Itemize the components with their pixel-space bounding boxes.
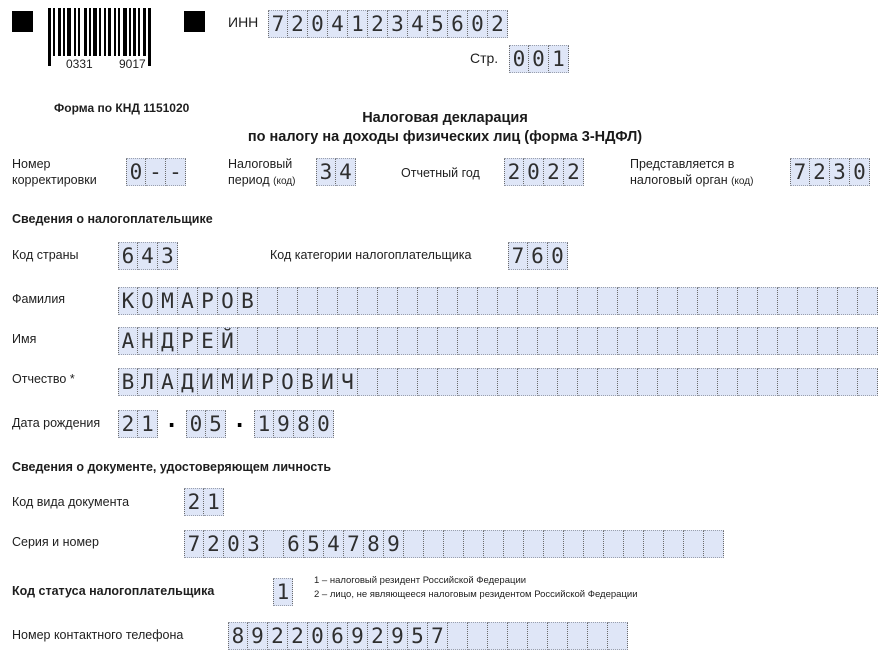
char-cell: 2 [810, 158, 830, 186]
char-cell: 4 [138, 242, 158, 270]
char-cell [378, 327, 398, 355]
char-cell: 2 [368, 622, 388, 650]
char-cell [424, 530, 444, 558]
char-cell: О [278, 368, 298, 396]
char-cell [418, 287, 438, 315]
char-cell: А [118, 327, 138, 355]
char-cell: 4 [336, 158, 356, 186]
char-cell: 2 [544, 158, 564, 186]
char-cell [664, 530, 684, 558]
char-cell [278, 287, 298, 315]
barcode-number-left: 0331 [66, 57, 93, 71]
char-cell [378, 368, 398, 396]
char-cell: 2 [288, 10, 308, 38]
char-cell [718, 368, 738, 396]
char-cell: - [146, 158, 166, 186]
birth-date-separator-2: . [233, 408, 247, 433]
char-cell [658, 327, 678, 355]
document-series-field[interactable] [184, 530, 724, 558]
char-cell: 3 [158, 242, 178, 270]
char-cell: 0 [126, 158, 146, 186]
char-cell: 2 [184, 488, 204, 516]
char-cell [624, 530, 644, 558]
char-cell [698, 287, 718, 315]
char-cell [398, 287, 418, 315]
char-cell [444, 530, 464, 558]
char-cell [678, 327, 698, 355]
page-number-field[interactable] [509, 45, 569, 73]
surname-field[interactable] [118, 287, 878, 315]
char-cell: Н [138, 327, 158, 355]
char-cell [318, 327, 338, 355]
char-cell: 0 [468, 10, 488, 38]
form-code-label: Форма по КНД 1151020 [54, 101, 190, 115]
char-cell: 6 [118, 242, 138, 270]
inn-label: ИНН [228, 14, 259, 30]
tax-period-label-line1: Налоговый [228, 157, 293, 171]
char-cell [698, 327, 718, 355]
char-cell: 4 [328, 10, 348, 38]
char-cell [778, 287, 798, 315]
char-cell [658, 368, 678, 396]
char-cell [484, 530, 504, 558]
report-year-field[interactable] [504, 158, 584, 186]
char-cell: В [238, 287, 258, 315]
char-cell: К [118, 287, 138, 315]
char-cell: 2 [488, 10, 508, 38]
char-cell [264, 530, 284, 558]
char-cell: 9 [248, 622, 268, 650]
char-cell [838, 287, 858, 315]
char-cell [678, 287, 698, 315]
char-cell [458, 287, 478, 315]
char-cell [448, 622, 468, 650]
char-cell [298, 287, 318, 315]
char-cell [698, 368, 718, 396]
char-cell [858, 287, 878, 315]
char-cell [498, 327, 518, 355]
char-cell [738, 287, 758, 315]
char-cell [558, 368, 578, 396]
char-cell: 2 [504, 158, 524, 186]
char-cell: 1 [204, 488, 224, 516]
char-cell: Р [258, 368, 278, 396]
char-cell [238, 327, 258, 355]
char-cell [508, 622, 528, 650]
char-cell: 4 [324, 530, 344, 558]
country-code-label: Код страны [12, 248, 79, 262]
char-cell [838, 368, 858, 396]
char-cell [818, 287, 838, 315]
taxpayer-category-label: Код категории налогоплательщика [270, 248, 472, 262]
char-cell: М [158, 287, 178, 315]
char-cell: 2 [564, 158, 584, 186]
char-cell [818, 327, 838, 355]
tax-period-label [228, 156, 295, 190]
char-cell: 7 [790, 158, 810, 186]
char-cell [488, 622, 508, 650]
char-cell: 0 [548, 242, 568, 270]
char-cell: 8 [364, 530, 384, 558]
char-cell: 7 [268, 10, 288, 38]
char-cell: 1 [254, 410, 274, 438]
char-cell: 6 [328, 622, 348, 650]
registration-mark-left [12, 11, 33, 32]
name-label: Имя [12, 332, 37, 346]
report-year-label: Отчетный год [401, 166, 480, 180]
correction-number-field[interactable] [126, 158, 186, 186]
patronymic-label: Отчество * [12, 372, 75, 386]
char-cell: Р [198, 287, 218, 315]
char-cell [358, 368, 378, 396]
char-cell [798, 368, 818, 396]
char-cell: 3 [388, 10, 408, 38]
barcode [48, 8, 151, 56]
document-type-label: Код вида документа [12, 495, 130, 509]
char-cell [438, 368, 458, 396]
char-cell: 1 [348, 10, 368, 38]
char-cell [858, 368, 878, 396]
taxpayer-section-title: Сведения о налогоплательщике [12, 212, 213, 226]
char-cell: 3 [830, 158, 850, 186]
char-cell: 0 [308, 10, 328, 38]
char-cell: О [138, 287, 158, 315]
char-cell [278, 327, 298, 355]
char-cell [458, 327, 478, 355]
char-cell [718, 327, 738, 355]
char-cell: Е [198, 327, 218, 355]
char-cell [538, 368, 558, 396]
char-cell: 5 [428, 10, 448, 38]
char-cell: 1 [138, 410, 158, 438]
char-cell [418, 368, 438, 396]
status-note-2: 2 – лицо, не являющееся налоговым резидентом Российской Федерации [314, 589, 638, 600]
char-cell [704, 530, 724, 558]
char-cell [758, 287, 778, 315]
char-cell [518, 368, 538, 396]
char-cell [378, 287, 398, 315]
char-cell [524, 530, 544, 558]
inn-field[interactable] [268, 10, 508, 38]
char-cell: 6 [528, 242, 548, 270]
char-cell: 6 [284, 530, 304, 558]
page-label: Стр. [470, 50, 499, 66]
document-title: Налоговая декларация [362, 110, 528, 126]
char-cell: - [166, 158, 186, 186]
taxpayer-status-label: Код статуса налогоплательщика [12, 584, 215, 598]
char-cell: 9 [384, 530, 404, 558]
taxpayer-status-field[interactable] [273, 578, 293, 606]
char-cell: 7 [344, 530, 364, 558]
country-code-field[interactable] [118, 242, 178, 270]
char-cell [598, 327, 618, 355]
char-cell [588, 622, 608, 650]
char-cell [258, 327, 278, 355]
char-cell [318, 287, 338, 315]
tax-period-code-hint: (код) [273, 176, 296, 187]
char-cell [568, 622, 588, 650]
char-cell: В [118, 368, 138, 396]
char-cell [464, 530, 484, 558]
char-cell [518, 327, 538, 355]
tax-authority-field[interactable] [790, 158, 870, 186]
registration-mark-right [184, 11, 205, 32]
char-cell [684, 530, 704, 558]
char-cell [608, 622, 628, 650]
char-cell: 0 [850, 158, 870, 186]
char-cell [578, 287, 598, 315]
char-cell: И [238, 368, 258, 396]
char-cell [558, 327, 578, 355]
char-cell [738, 327, 758, 355]
birth-month-field[interactable] [186, 410, 226, 438]
tax-period-label-line2: период [228, 173, 270, 187]
char-cell: Д [158, 327, 178, 355]
char-cell [438, 327, 458, 355]
correction-label-line1: Номер [12, 157, 51, 171]
char-cell [638, 287, 658, 315]
char-cell: 2 [368, 10, 388, 38]
char-cell: Р [178, 327, 198, 355]
char-cell [438, 287, 458, 315]
document-section-title: Сведения о документе, удостоверяющем личность [12, 460, 332, 474]
char-cell [528, 622, 548, 650]
char-cell [398, 327, 418, 355]
char-cell [578, 368, 598, 396]
document-type-field[interactable] [184, 488, 224, 516]
char-cell: 0 [308, 622, 328, 650]
char-cell: В [298, 368, 318, 396]
tax-authority-label-line2: налоговый орган [630, 173, 728, 187]
char-cell [258, 287, 278, 315]
char-cell: 0 [529, 45, 549, 73]
char-cell [418, 327, 438, 355]
char-cell [558, 287, 578, 315]
birth-day-field[interactable] [118, 410, 158, 438]
char-cell: 5 [304, 530, 324, 558]
char-cell [358, 287, 378, 315]
tax-authority-code-hint: (код) [731, 176, 754, 187]
char-cell [538, 287, 558, 315]
char-cell: О [218, 287, 238, 315]
char-cell [298, 327, 318, 355]
char-cell: 0 [524, 158, 544, 186]
surname-label: Фамилия [12, 292, 66, 306]
char-cell [604, 530, 624, 558]
char-cell [538, 327, 558, 355]
char-cell [638, 368, 658, 396]
char-cell: 1 [549, 45, 569, 73]
char-cell: 1 [273, 578, 293, 606]
char-cell: 8 [228, 622, 248, 650]
char-cell [498, 368, 518, 396]
char-cell [544, 530, 564, 558]
char-cell [618, 287, 638, 315]
char-cell [644, 530, 664, 558]
char-cell [838, 327, 858, 355]
char-cell [718, 287, 738, 315]
char-cell: 3 [244, 530, 264, 558]
char-cell [548, 622, 568, 650]
birth-date-label: Дата рождения [12, 416, 101, 430]
char-cell: 9 [388, 622, 408, 650]
char-cell [858, 327, 878, 355]
char-cell [638, 327, 658, 355]
char-cell: 7 [184, 530, 204, 558]
tax-authority-label [630, 156, 753, 190]
char-cell [478, 327, 498, 355]
barcode-number-right: 9017 [119, 57, 146, 71]
correction-label [12, 156, 97, 188]
char-cell: 9 [348, 622, 368, 650]
correction-label-line2: корректировки [12, 173, 97, 187]
document-subtitle: по налогу на доходы физических лиц (форма 3-НДФЛ) [247, 129, 643, 145]
char-cell: 5 [206, 410, 226, 438]
char-cell [798, 327, 818, 355]
status-note-1: 1 – налоговый резидент Российской Федерации [314, 575, 527, 586]
char-cell [458, 368, 478, 396]
char-cell [498, 287, 518, 315]
char-cell [518, 287, 538, 315]
char-cell [358, 327, 378, 355]
char-cell [798, 287, 818, 315]
char-cell [564, 530, 584, 558]
char-cell [618, 368, 638, 396]
char-cell: 0 [509, 45, 529, 73]
phone-field[interactable] [228, 622, 628, 650]
char-cell [758, 368, 778, 396]
char-cell: 2 [118, 410, 138, 438]
tax-period-field[interactable] [316, 158, 356, 186]
char-cell [658, 287, 678, 315]
char-cell: Й [218, 327, 238, 355]
char-cell: 8 [294, 410, 314, 438]
char-cell: 2 [204, 530, 224, 558]
char-cell: 6 [448, 10, 468, 38]
char-cell [338, 327, 358, 355]
char-cell [468, 622, 488, 650]
char-cell: 0 [314, 410, 334, 438]
char-cell [598, 368, 618, 396]
birth-year-field[interactable] [254, 410, 334, 438]
document-series-label: Серия и номер [12, 535, 99, 549]
char-cell [818, 368, 838, 396]
char-cell: Ч [338, 368, 358, 396]
char-cell [618, 327, 638, 355]
char-cell [678, 368, 698, 396]
char-cell: 2 [288, 622, 308, 650]
char-cell: Д [178, 368, 198, 396]
char-cell: И [198, 368, 218, 396]
char-cell: А [178, 287, 198, 315]
char-cell [478, 287, 498, 315]
char-cell [598, 287, 618, 315]
char-cell: 7 [508, 242, 528, 270]
char-cell: 9 [274, 410, 294, 438]
tax-authority-label-line1: Представляется в [630, 157, 735, 171]
char-cell [404, 530, 424, 558]
char-cell [758, 327, 778, 355]
char-cell [738, 368, 758, 396]
char-cell [398, 368, 418, 396]
char-cell: 7 [428, 622, 448, 650]
char-cell: 2 [268, 622, 288, 650]
birth-date-separator-1: . [165, 408, 179, 433]
taxpayer-category-field[interactable] [508, 242, 568, 270]
char-cell [778, 368, 798, 396]
patronymic-field[interactable] [118, 368, 878, 396]
char-cell [504, 530, 524, 558]
char-cell [478, 368, 498, 396]
char-cell: Л [138, 368, 158, 396]
char-cell [778, 327, 798, 355]
char-cell: 0 [186, 410, 206, 438]
char-cell: 4 [408, 10, 428, 38]
char-cell [578, 327, 598, 355]
name-field[interactable] [118, 327, 878, 355]
char-cell [584, 530, 604, 558]
char-cell: А [158, 368, 178, 396]
char-cell: 0 [224, 530, 244, 558]
char-cell: М [218, 368, 238, 396]
char-cell: И [318, 368, 338, 396]
char-cell [338, 287, 358, 315]
char-cell: 3 [316, 158, 336, 186]
char-cell: 5 [408, 622, 428, 650]
phone-label: Номер контактного телефона [12, 628, 184, 642]
